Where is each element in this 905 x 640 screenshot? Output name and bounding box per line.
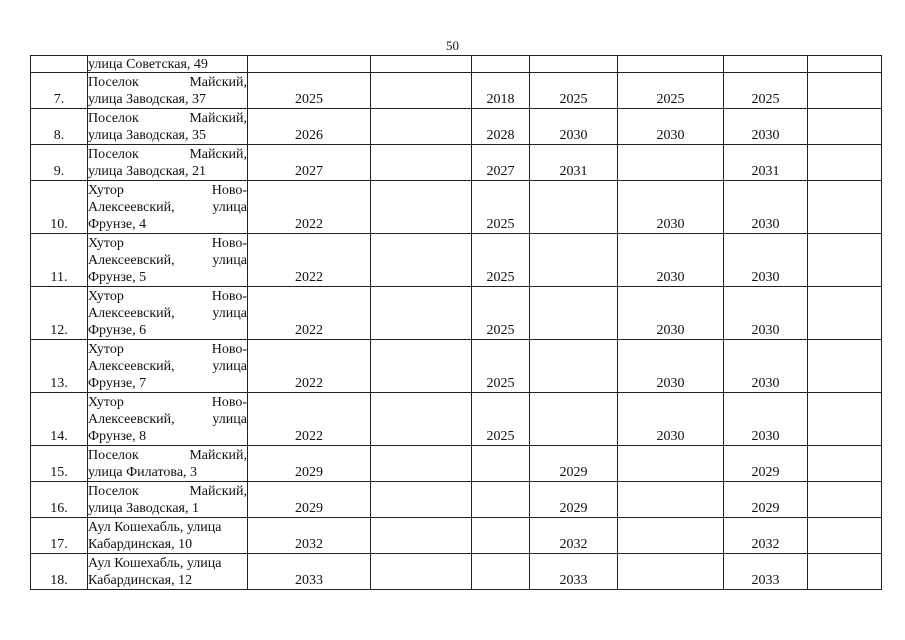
year-cell bbox=[248, 56, 371, 73]
year-cell bbox=[618, 518, 724, 554]
year-cell: 2033 bbox=[248, 554, 371, 590]
table-row bbox=[31, 73, 882, 109]
year-cell bbox=[808, 446, 882, 482]
year-cell bbox=[618, 56, 724, 73]
address-line: улица Советская, 49 bbox=[88, 57, 208, 72]
row-number: 10. bbox=[31, 181, 88, 234]
year-cell bbox=[371, 181, 472, 234]
year-cell: 2030 bbox=[724, 181, 808, 234]
year-cell: 2030 bbox=[724, 340, 808, 393]
year-cell bbox=[808, 73, 882, 109]
address-line: Поселок Майский, bbox=[88, 448, 247, 463]
year-cell: 2030 bbox=[618, 340, 724, 393]
address-line: Алексеевский, улица bbox=[88, 412, 247, 427]
year-cell bbox=[371, 518, 472, 554]
address-cell bbox=[88, 518, 248, 554]
year-cell bbox=[618, 446, 724, 482]
year-cell bbox=[371, 393, 472, 446]
page-number: 50 bbox=[446, 38, 459, 53]
address-line: Кабардинская, 10 bbox=[88, 537, 193, 552]
year-cell: 2030 bbox=[618, 109, 724, 145]
table-row bbox=[31, 340, 882, 393]
year-cell: 2022 bbox=[248, 393, 371, 446]
address-line: Поселок Майский, bbox=[88, 111, 247, 126]
year-cell: 2029 bbox=[248, 446, 371, 482]
year-cell bbox=[808, 554, 882, 590]
address-line: Хутор Ново- bbox=[88, 289, 247, 304]
year-cell: 2030 bbox=[724, 393, 808, 446]
year-cell: 2029 bbox=[724, 446, 808, 482]
year-cell: 2025 bbox=[724, 73, 808, 109]
year-cell: 2029 bbox=[530, 482, 618, 518]
year-cell bbox=[472, 518, 530, 554]
address-line: Алексеевский, улица bbox=[88, 253, 247, 268]
year-cell: 2025 bbox=[530, 73, 618, 109]
year-cell: 2030 bbox=[724, 109, 808, 145]
year-cell: 2025 bbox=[472, 340, 530, 393]
address-cell bbox=[88, 287, 248, 340]
table-row bbox=[31, 518, 882, 554]
table-row bbox=[31, 145, 882, 181]
year-cell bbox=[371, 287, 472, 340]
address-line: Аул Кошехабль, улица bbox=[88, 520, 222, 535]
year-cell bbox=[724, 56, 808, 73]
year-cell bbox=[472, 554, 530, 590]
year-cell: 2029 bbox=[248, 482, 371, 518]
address-line: Поселок Майский, bbox=[88, 75, 247, 90]
year-cell bbox=[530, 393, 618, 446]
year-cell: 2032 bbox=[530, 518, 618, 554]
table-row bbox=[31, 234, 882, 287]
year-cell: 2022 bbox=[248, 287, 371, 340]
year-cell bbox=[371, 109, 472, 145]
row-number: 13. bbox=[31, 340, 88, 393]
year-cell bbox=[371, 73, 472, 109]
year-cell: 2030 bbox=[618, 234, 724, 287]
year-cell bbox=[472, 56, 530, 73]
year-cell: 2033 bbox=[724, 554, 808, 590]
table-row bbox=[31, 181, 882, 234]
address-line: Фрунзе, 7 bbox=[88, 376, 147, 391]
year-cell bbox=[530, 287, 618, 340]
address-cell bbox=[88, 554, 248, 590]
row-number: 16. bbox=[31, 482, 88, 518]
table-row bbox=[31, 482, 882, 518]
year-cell: 2030 bbox=[618, 393, 724, 446]
year-cell bbox=[472, 446, 530, 482]
year-cell: 2031 bbox=[724, 145, 808, 181]
year-cell bbox=[808, 518, 882, 554]
address-cell bbox=[88, 446, 248, 482]
address-line: улица Филатова, 3 bbox=[88, 465, 198, 480]
year-cell: 2026 bbox=[248, 109, 371, 145]
year-cell: 2030 bbox=[618, 287, 724, 340]
address-cell bbox=[88, 109, 248, 145]
row-number: 7. bbox=[31, 73, 88, 109]
row-number: 15. bbox=[31, 446, 88, 482]
address-line: Фрунзе, 5 bbox=[88, 270, 147, 285]
row-number: 17. bbox=[31, 518, 88, 554]
year-cell bbox=[618, 145, 724, 181]
year-cell bbox=[808, 109, 882, 145]
year-cell bbox=[808, 181, 882, 234]
year-cell: 2025 bbox=[248, 73, 371, 109]
year-cell bbox=[618, 554, 724, 590]
row-number: 11. bbox=[31, 234, 88, 287]
address-cell bbox=[88, 145, 248, 181]
year-cell: 2029 bbox=[530, 446, 618, 482]
address-cell bbox=[88, 340, 248, 393]
row-number: 9. bbox=[31, 145, 88, 181]
address-line: Хутор Ново- bbox=[88, 236, 247, 251]
address-line: Фрунзе, 6 bbox=[88, 323, 147, 338]
table-row bbox=[31, 109, 882, 145]
year-cell: 2027 bbox=[472, 145, 530, 181]
row-number bbox=[31, 56, 88, 73]
year-cell: 2025 bbox=[472, 393, 530, 446]
year-cell: 2029 bbox=[724, 482, 808, 518]
address-cell bbox=[88, 482, 248, 518]
address-cell bbox=[88, 181, 248, 234]
year-cell bbox=[808, 393, 882, 446]
table-row bbox=[31, 287, 882, 340]
row-number: 14. bbox=[31, 393, 88, 446]
year-cell bbox=[530, 56, 618, 73]
address-cell bbox=[88, 393, 248, 446]
row-number: 18. bbox=[31, 554, 88, 590]
year-cell: 2031 bbox=[530, 145, 618, 181]
address-line: улица Заводская, 37 bbox=[88, 92, 206, 107]
address-line: Поселок Майский, bbox=[88, 147, 247, 162]
address-cell bbox=[88, 56, 248, 73]
row-number: 8. bbox=[31, 109, 88, 145]
year-cell bbox=[371, 340, 472, 393]
schedule-table bbox=[30, 55, 882, 590]
address-line: Фрунзе, 8 bbox=[88, 429, 147, 444]
year-cell bbox=[618, 482, 724, 518]
address-cell bbox=[88, 73, 248, 109]
year-cell bbox=[808, 340, 882, 393]
year-cell: 2018 bbox=[472, 73, 530, 109]
year-cell bbox=[808, 234, 882, 287]
year-cell: 2022 bbox=[248, 340, 371, 393]
year-cell: 2033 bbox=[530, 554, 618, 590]
year-cell bbox=[530, 234, 618, 287]
year-cell bbox=[808, 56, 882, 73]
year-cell: 2030 bbox=[724, 234, 808, 287]
year-cell: 2025 bbox=[472, 287, 530, 340]
year-cell bbox=[371, 56, 472, 73]
year-cell: 2025 bbox=[472, 181, 530, 234]
address-line: Хутор Ново- bbox=[88, 342, 247, 357]
address-line: Хутор Ново- bbox=[88, 395, 247, 410]
year-cell bbox=[808, 482, 882, 518]
address-line: Кабардинская, 12 bbox=[88, 573, 193, 588]
address-cell bbox=[88, 234, 248, 287]
address-line: Аул Кошехабль, улица bbox=[88, 556, 222, 571]
year-cell: 2030 bbox=[724, 287, 808, 340]
year-cell: 2025 bbox=[472, 234, 530, 287]
year-cell: 2028 bbox=[472, 109, 530, 145]
year-cell: 2022 bbox=[248, 181, 371, 234]
year-cell bbox=[808, 287, 882, 340]
address-line: улица Заводская, 35 bbox=[88, 128, 206, 143]
address-line: улица Заводская, 21 bbox=[88, 164, 206, 179]
year-cell: 2022 bbox=[248, 234, 371, 287]
address-line: Алексеевский, улица bbox=[88, 200, 247, 215]
year-cell: 2032 bbox=[724, 518, 808, 554]
row-number: 12. bbox=[31, 287, 88, 340]
year-cell bbox=[371, 446, 472, 482]
table-row bbox=[31, 393, 882, 446]
year-cell: 2030 bbox=[530, 109, 618, 145]
year-cell bbox=[530, 340, 618, 393]
year-cell: 2025 bbox=[618, 73, 724, 109]
year-cell: 2032 bbox=[248, 518, 371, 554]
address-line: Алексеевский, улица bbox=[88, 306, 247, 321]
year-cell: 2027 bbox=[248, 145, 371, 181]
address-line: Поселок Майский, bbox=[88, 484, 247, 499]
address-line: улица Заводская, 1 bbox=[88, 501, 199, 516]
year-cell bbox=[371, 234, 472, 287]
year-cell bbox=[371, 482, 472, 518]
address-line: Фрунзе, 4 bbox=[88, 217, 147, 232]
table-row bbox=[31, 56, 882, 73]
address-line: Хутор Ново- bbox=[88, 183, 247, 198]
address-line: Алексеевский, улица bbox=[88, 359, 247, 374]
table-row bbox=[31, 554, 882, 590]
year-cell bbox=[472, 482, 530, 518]
table-row bbox=[31, 446, 882, 482]
year-cell bbox=[808, 145, 882, 181]
year-cell bbox=[371, 145, 472, 181]
year-cell bbox=[530, 181, 618, 234]
year-cell: 2030 bbox=[618, 181, 724, 234]
year-cell bbox=[371, 554, 472, 590]
